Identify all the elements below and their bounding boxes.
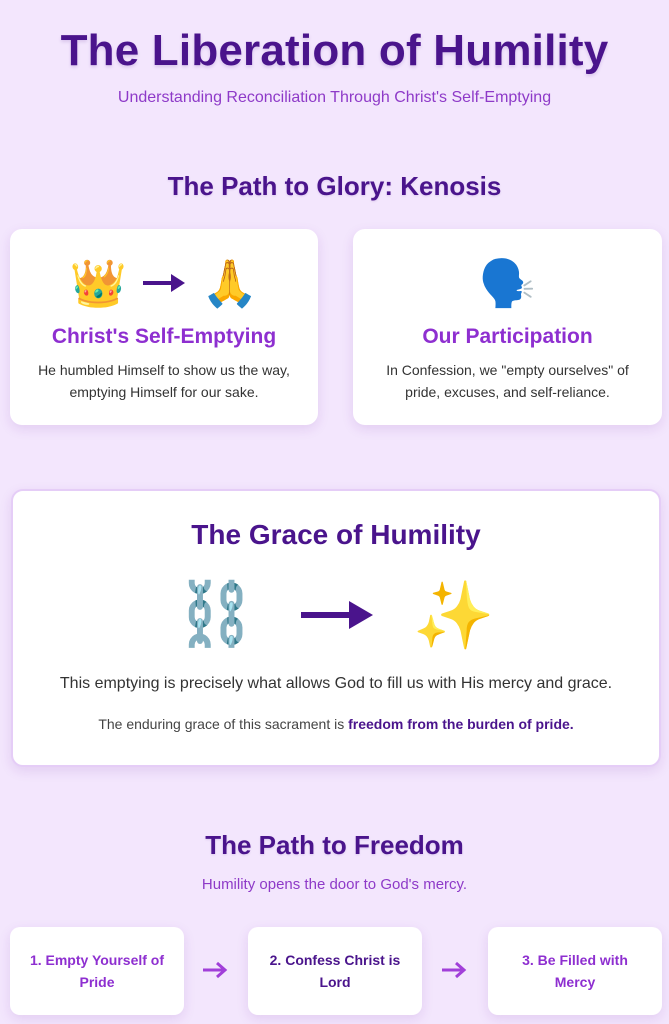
step-label: 2. Confess Christ is Lord [269,952,401,990]
grace-summary-emphasis: freedom from the burden of pride. [348,716,574,732]
our-participation-card [353,229,662,425]
page-subtitle: Understanding Reconciliation Through Christ's Self-Emptying [117,89,552,106]
kenosis-icon-row [10,255,318,311]
kenosis-section-title: The Path to Glory: Kenosis [167,171,502,201]
page-title: The Liberation of Humility [60,26,609,75]
crown-icon: 👑 [69,257,127,309]
chains-icon: ⛓️ [177,580,255,649]
grace-summary [13,716,659,732]
step-empty-yourself [10,927,184,1015]
grace-title: The Grace of Humility [191,519,481,550]
grace-icon-row [13,567,659,663]
card-text: He humbled Himself to show us the way, emptying Himself for our sake. [38,362,290,400]
freedom-subtitle: Humility opens the door to God's mercy. [201,876,468,893]
praying-hands-icon: 🙏 [201,257,259,309]
arrow-right-icon [201,956,231,984]
step-label: 1. Empty Yourself of Pride [29,952,165,990]
grace-summary-prefix: The enduring grace of this sacrament is [98,716,349,732]
participation-icon-row [353,255,662,311]
step-label: 3. Be Filled with Mercy [522,952,628,990]
grace-of-humility-card [11,489,661,767]
step-be-filled [488,927,662,1015]
sparkles-icon: ✨ [412,578,495,652]
grace-text: This emptying is precisely what allows God to fill us with His mercy and grace. [59,675,613,692]
arrow-right-icon [299,598,375,632]
card-text: In Confession, we "empty ourselves" of pride, excuses, and self-reliance. [386,362,629,400]
card-title: Christ's Self-Emptying [51,325,277,348]
step-confess-christ [248,927,422,1015]
arrow-right-icon [141,271,187,295]
speaking-head-icon: 🗣️ [478,257,537,309]
card-title: Our Participation [422,325,593,348]
freedom-section-title: The Path to Freedom [205,830,464,860]
arrow-right-icon [440,956,470,984]
christ-self-emptying-card [10,229,318,425]
